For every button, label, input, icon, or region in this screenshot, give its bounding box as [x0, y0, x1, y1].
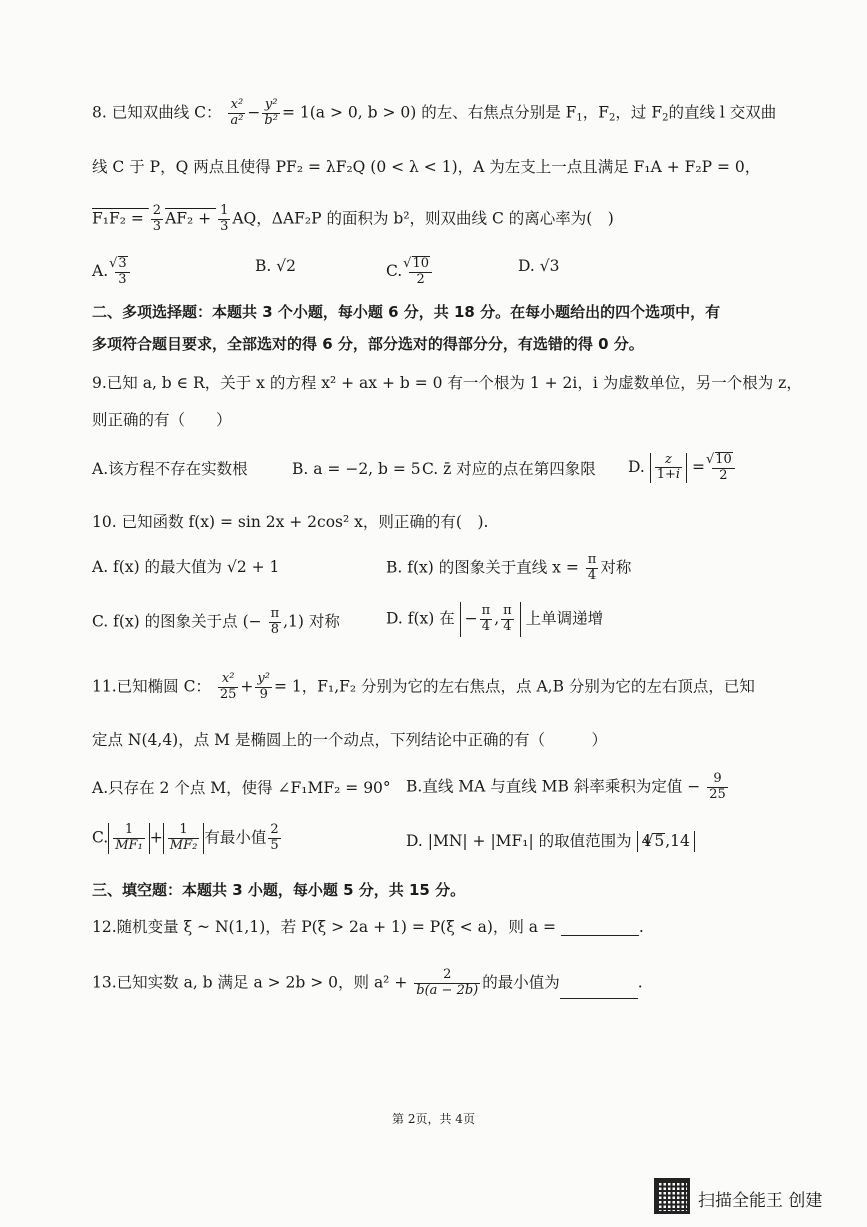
section2-heading: 二、多项选择题：本题共 3 个小题，每小题 6 分，共 18 分。在每小题给出的四个选项中，有 [92, 303, 721, 321]
frac: $\frac{\text{x²}}{\text{a²}}$ [230, 97, 244, 128]
q9-option-b: B. a = −2, b = 5 [292, 460, 421, 478]
frac: $\frac{\text{y²}}{9}$ [257, 671, 270, 702]
q8-text: ，过 F [615, 103, 663, 122]
q11-text: 有最小值 [204, 828, 267, 847]
q8-option-a [92, 256, 132, 288]
frac: $\frac{1}{\text{MF₁}}$ [115, 822, 143, 853]
q11-option-c: C. $\frac{1}{\text{MF₁}}$ + $\frac{1}{\text{MF₂}}$ 有最小值 $\frac{2}{5}$ [92, 822, 279, 853]
frac: $\frac{\pi}{4}$ [503, 603, 512, 634]
q8-text: A. [92, 261, 109, 280]
q11-line2: 定点 N(4,4)，点 M 是椭圆上的一个动点，下列结论中正确的有（ ） [92, 731, 607, 749]
q11-option-d: D. |MN| + |MF₁| 的取值范围为 4√ 5,14 [406, 831, 695, 852]
frac: $\frac{\text{x²}}{25}$ [219, 671, 237, 702]
q8-option-d: D. √3 [518, 257, 560, 275]
q11-text: 11.已知椭圆 C： [92, 677, 211, 696]
q8-text: AQ，ΔAF₂P 的面积为 b²，则双曲线 C 的离心率为( ) [232, 209, 614, 228]
q8-option-c [386, 256, 434, 288]
frac: $\frac{2}{5}$ [270, 822, 279, 853]
frac: $\frac{9}{25}$ [709, 771, 726, 802]
frac: $\frac{1}{\text{MF₂}}$ [169, 822, 198, 853]
q9-option-a: A.该方程不存在实数根 [92, 460, 248, 478]
q13-line1: 13.已知实数 a, b 满足 a > 2b > 0，则 a² + $\frac{2}{b(a - 2b)}$ 的最小值为 . [92, 967, 643, 998]
q11-text: D. |MN| + |MF₁| 的取值范围为 [406, 832, 632, 850]
q10-text: B. f(x) 的图象关于直线 x = [386, 558, 579, 577]
q10-line1: 10. 已知函数 f(x) = sin 2x + 2cos² x，则正确的有( ). [92, 513, 489, 531]
q8-line3 [92, 204, 614, 235]
section2-instructions: 多项符合题目要求，全部选对的得 6 分，部分选对的得部分分，有选错的得 0 分。 [92, 335, 644, 353]
q8-text: C. [386, 261, 403, 280]
qr-code-icon [654, 1178, 690, 1214]
q9-text: D. [628, 457, 645, 476]
frac: $\frac{\pi}{4}$ [481, 603, 491, 634]
frac: $\frac{\pi}{4}$ [587, 552, 597, 583]
frac: √ $\frac{10}{2}$ [409, 256, 432, 288]
q10-text: 上单调递增 [525, 609, 604, 628]
scanner-brand-watermark: 扫描全能王 创建 [698, 1191, 823, 1211]
q12-line1: 12.随机变量 ξ ~ N(1,1)，若 P(ξ > 2a + 1) = P(ξ < a)，则 a = . [92, 918, 644, 936]
q8-text: ，F [582, 103, 610, 122]
q10-option-a: A. f(x) 的最大值为 √2 + 1 [92, 558, 280, 576]
q9-option-c: C. z̄ 对应的点在第四象限 [422, 460, 596, 478]
q10-text: 对称 [600, 558, 632, 577]
q10-text: D. f(x) 在 [386, 609, 455, 628]
frac: $\frac{\text{y²}}{\text{b²}}$ [264, 97, 278, 128]
section3-heading: 三、填空题：本题共 3 小题，每小题 5 分，共 15 分。 [92, 881, 466, 899]
q9-option-d: D. $\frac{z}{1+i}$ = √ $\frac{10}{2}$ [628, 452, 737, 484]
q10-option-d: D. f(x) 在 − $\frac{\pi}{4}$ , $\frac{\pi}{4}$ 上单调递增 [386, 602, 603, 637]
q10-option-b [386, 553, 631, 584]
q11-option-a: A.只存在 2 个点 M，使得 ∠F₁MF₂ = 90° [92, 779, 391, 797]
frac: √ $\frac{10}{2}$ [712, 452, 735, 484]
q12-text: 12.随机变量 ξ ~ N(1,1)，若 P(ξ > 2a + 1) = P(ξ < a)，则 a = [92, 918, 556, 936]
q13-text: 13.已知实数 a, b 满足 a > 2b > 0，则 a² + [92, 973, 408, 992]
q8-text: AF₂ + [165, 209, 217, 228]
frac: $\frac{2}{b(a - 2b)}$ [416, 967, 479, 998]
frac: $\frac{1}{3}$ [220, 203, 229, 234]
frac: √ $\frac{3}{3}$ [115, 256, 130, 288]
q10-option-c [92, 607, 340, 638]
q8-option-b: B. √2 [255, 257, 296, 275]
q11-option-b [406, 772, 730, 803]
q9-line1: 9.已知 a, b ∈ R，关于 x 的方程 x² + ax + b = 0 有一个根为 1 + 2i，i 为虚数单位，另一个根为 z， [92, 374, 802, 392]
frac: $\frac{\pi}{8}$ [270, 606, 280, 637]
frac: $\frac{2}{3}$ [152, 203, 162, 234]
answer-blank [561, 921, 639, 936]
q8-text: (a > 0, b > 0) 的左、右焦点分别是 F [309, 103, 577, 122]
q8-line2: 线 C 于 P，Q 两点且使得 PF₂ = λF₂Q (0 < λ < 1)，A 为左支上一点且满足 F₁A + F₂P = 0， [92, 158, 761, 176]
q11-text: B.直线 MA 与直线 MB 斜率乘积为定值 − [406, 777, 701, 796]
q9-line2: 则正确的有（ ） [92, 411, 232, 429]
q8-text: F₁F₂ = [92, 209, 149, 228]
page-number: 第 2页，共 4页 [392, 1112, 475, 1126]
q13-text: 的最小值为 [482, 973, 560, 992]
q8-text: 的直线 l 交双曲 [668, 103, 777, 122]
q11-text: = 1，F₁,F₂ 分别为它的左右焦点，点 A,B 分别为它的左右顶点，已知 [273, 677, 755, 696]
answer-blank [560, 984, 638, 999]
q8-line1: 8. 已知双曲线 C： $\frac{\text{x²}}{\text{a²}}$ − $\frac{\text{y²}}{\text{b²}}$ = 1(a > 0, b > 0) 的左、右焦点分别是 $F_1$，$F_2$，过 $F_2$的直线 l 交双曲 [92, 97, 777, 128]
q10-text: ,1) 对称 [283, 612, 340, 631]
q11-line1: 11.已知椭圆 C： $\frac{\text{x²}}{25}$ + $\frac{\text{y²}}{9}$ = 1，F₁,F₂ 分别为它的左右焦点，点 A,B 分别为它的左右顶点，已知 [92, 671, 755, 702]
q8-text: 8. 已知双曲线 C： [92, 103, 222, 122]
frac: $\frac{z}{1+i}$ [656, 451, 681, 483]
q10-text: C. f(x) 的图象关于点 (− [92, 612, 262, 631]
